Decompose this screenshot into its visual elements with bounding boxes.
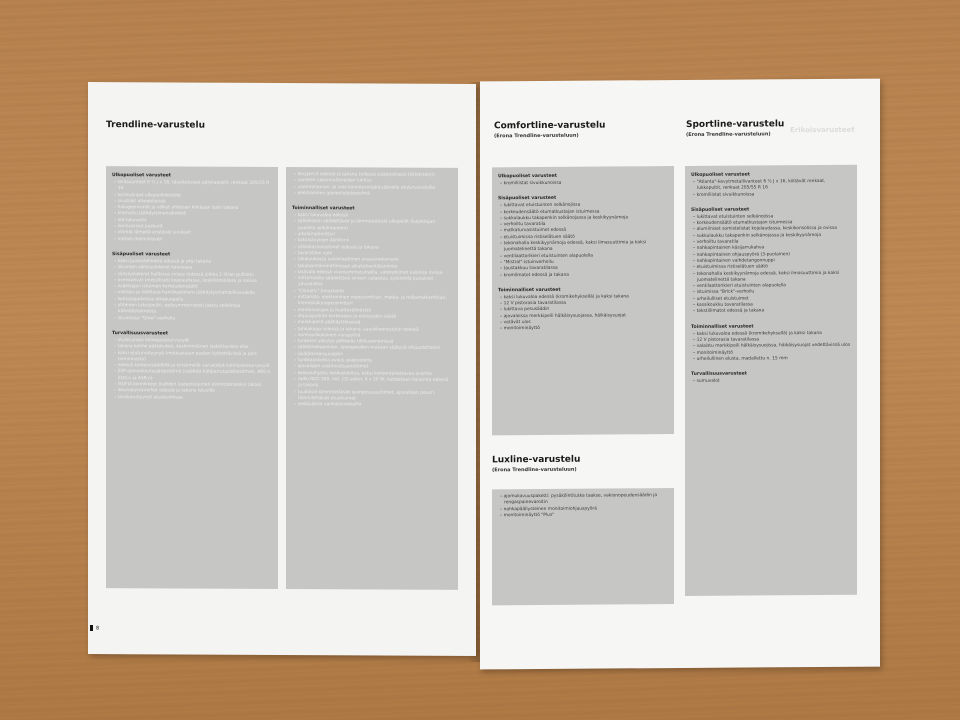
section-gap — [691, 314, 851, 322]
equipment-list — [691, 330, 851, 363]
equipment-item: – vihreät lämpöä eristävät sivulasit — [112, 230, 272, 237]
equipment-item: – levyjarrut edessä ja takana (edessä sisäpuolisesti jäähdytetyt) — [292, 172, 452, 179]
equipment-item: – monitoiminäyttö — [691, 349, 851, 356]
equipment-item: – ESP-ajonvakautusjärjestelmä (sisältää hätäjarrutustehostimen, ABS:n, EDS:n ja ASR:n) — [112, 370, 272, 383]
equipment-item: – takana kolme päätetukea, keskimmäinen laskettavissa alas — [112, 344, 272, 351]
equipment-list — [112, 180, 272, 244]
equipment-item: – ISOFIX-kiinnikkeet (kahden lastenistuimen kiinnittämiseksi takaa) — [112, 382, 272, 389]
section-gap — [691, 198, 851, 206]
equipment-item: – metalli-/helmiäisväri — [112, 237, 272, 244]
equipment-item: – kromilmatot edessä ja takana — [498, 272, 668, 279]
section-gap — [112, 322, 272, 330]
equipment-item: – verhoiltu tavaratila — [498, 221, 668, 228]
page-number-text: 8 — [96, 625, 100, 632]
equipment-item: – radio RCD 300, mit. CD-soitin, 4 x 20 W, kahdeksan kaiutinta edessä ja takana — [292, 377, 452, 390]
equipment-item: – nahkapäällysteinen monitoimiohjauspyörä — [498, 506, 668, 513]
equipment-item: – tekonahalla keskikyynärnoja edessä, kaksi ilmasuuttimia ja kaksi juomatelinettä takana — [691, 270, 851, 284]
equipment-item: – ajovaloissa merkkipeili hälkäisysuojassa, häikäisysuojat — [498, 313, 668, 320]
equipment-item: – ikkunaturvaverhot edessä ja takana istuville — [112, 388, 272, 395]
trendline-column-2 — [286, 167, 458, 590]
equipment-item: – kaksi lukuvaloa edessä (kromikehyksellä) ja kaksi takana — [691, 330, 851, 337]
equipment-item: – halogeenivalot ja välkyt yhteisen kirkkaan lasin takana — [112, 205, 272, 212]
equipment-item: – ajomukavuuspaketti: pysäköintitutka taakse, vakionopeudensäädin ja rengaspainevaroitin — [498, 493, 668, 507]
section-heading: Sisäpuoliset varusteet — [498, 196, 557, 202]
equipment-item: – teräsvanteet 6 ½ J x 16, täysikokoiset pölykapselit, renkaat 205/55 R 16 — [112, 180, 272, 193]
equipment-item: – kromattu jäähdyttimensäleikkö — [112, 212, 272, 219]
equipment-item: – sähköisesti säädettävät ja lämmitettävät ulkopeilit (kuljettajan puolella selkäntaneen) — [292, 220, 452, 233]
luxline-box — [492, 488, 674, 605]
luxline-title: Luxline-varustelu — [492, 454, 581, 466]
equipment-item: – säilytyslokerot hallkissa ovissa (edessä joihka 1 litran pullolle) — [112, 272, 272, 279]
equipment-item: – kohtalopaikoissa olkapuopalla — [112, 297, 272, 304]
equipment-item: – kaksisävyinen äänitorvi — [292, 238, 452, 245]
section-gap — [498, 278, 668, 286]
section-heading: Turvallisuusvarusteet — [691, 371, 747, 378]
section-gap — [292, 197, 452, 205]
equipment-item: – led-takavalot — [112, 218, 272, 225]
equipment-item: – mittaristolla säädettävä sinisen valaistus, kytkimillä punainen yövalaistus — [292, 276, 452, 289]
section-heading: Ulkopuoliset varusteet — [691, 172, 750, 178]
equipment-item: – tekstiilimatot edessä ja takana — [691, 308, 851, 315]
equipment-item: – kaksi lukuvaloa edessä — [292, 213, 452, 220]
equipment-item: – tunkkauskohta avaus sisäpuolelta — [292, 358, 452, 365]
equipment-item: – tavaratilan valo — [292, 251, 452, 258]
equipment-list — [498, 202, 668, 279]
equipment-list — [112, 259, 272, 323]
equipment-item: – lukittava pesusäädin — [498, 307, 668, 314]
comfortline-box — [492, 166, 674, 435]
page-title: Trendline-varustelu — [106, 120, 205, 131]
equipment-item: – sähkölasinnostimet edessä ja takana — [292, 245, 452, 252]
comfortline-title: Comfortline-varustelu — [494, 120, 606, 132]
equipment-list — [691, 179, 851, 199]
equipment-item: – istuinten säilytyslokerot kannessa — [112, 265, 272, 272]
equipment-item: – takaluukussa automaattinen avausmekanismi — [292, 257, 452, 264]
equipment-list — [498, 493, 668, 519]
equipment-item: – lukittavat etuistuinten selkänojissa — [498, 202, 668, 209]
equipment-item: – sähkömekaaninen, ajonopeuden mukaan säätyvä ohjaustehostin — [292, 345, 452, 352]
equipment-item: – istuimissa "Glow"-verhoilu — [112, 316, 272, 323]
left-page — [88, 82, 476, 656]
equipment-item: – "Mistral"-istuinverhoilu — [498, 259, 668, 266]
equipment-list — [498, 294, 668, 333]
equipment-item: – sisävalo edessä viivesammutuksella, valokytkimet kaikissa ovissa — [292, 270, 452, 277]
section-heading: Sisäpuoliset varusteet — [691, 207, 750, 213]
equipment-item: – korkeudensäätö etumatkustajan istuimessa — [498, 209, 668, 216]
equipment-item: – sisälämmönsuodatin — [292, 352, 452, 359]
equipment-item: – sukkulaukku takapenkin selkänojassa ja keskikyynärnoja — [498, 215, 668, 222]
equipment-item: – kromiliistat sivuikkunoissa — [498, 180, 668, 187]
equipment-item: – ventilaattorikieri etuistuinten alapuolella — [498, 253, 668, 260]
equipment-item: – korinväriset ulkopeilinkotelot — [112, 193, 272, 200]
equipment-item: – normaalikokoinen varapyörä — [292, 333, 452, 340]
equipment-item: – tekonahalla keskikyynärnoja edessä, kaksi ilmasuuttimia ja kaksi juomatelinettä takana — [498, 240, 668, 254]
sportline-subtitle: (Erona Trendline-varusteluun) — [686, 131, 771, 138]
section-heading: Toiminnalliset varusteet — [498, 287, 561, 294]
page-number-bar — [90, 625, 93, 631]
equipment-item: – tuhkakuppi edessä ja takana, savukkeensytytin edessä — [292, 327, 452, 334]
equipment-list — [691, 214, 851, 316]
equipment-item: – nahkapintainen ohjauspyörä (3-puolainen) — [691, 251, 851, 258]
equipment-item: – kuljettajan istuimen korkeudensäätö — [112, 284, 272, 291]
equipment-item: – ventilaattorikieri etuistuinten alapuolella — [691, 283, 851, 290]
section-heading: Toiminnalliset varusteet — [292, 206, 355, 212]
equipment-item: – takalasinlämmittimessä aikakytkentätoiminto — [292, 264, 452, 271]
equipment-item: – vammanoman- ja valo kiinnitysmäärä jäänelle etuturvavaloille — [292, 185, 452, 192]
equipment-item: – nahkapintainen vaihdetangonnuppi — [691, 258, 851, 265]
equipment-item: – ulkolämpömittari — [292, 232, 452, 239]
equipment-list — [691, 378, 851, 385]
sportline-title: Sportline-varustelu — [686, 119, 785, 130]
equipment-list — [292, 213, 452, 409]
equipment-item: – valaistu ja lukittava hansikaslokero jäähdytysmahdollisuudella — [112, 291, 272, 298]
equipment-item: – "Atlanta"-kevytmetallivanteet 6 ½ J x 16, kiiltävät renkaat, lukkopultit, renkaat 205/55 R 16 — [691, 179, 851, 193]
equipment-item: – sivutilkit ulkopeileissä — [112, 199, 272, 206]
equipment-item: – sumuvalot — [691, 378, 851, 385]
equipment-item: – merkkipeilit pääkäyttöisessä — [292, 320, 452, 327]
equipment-item: – lukittavat etuistuinten selkänojissa — [691, 214, 851, 221]
equipment-item: – kaksi lukuvaloa edessä (kromikehyksellä) ja kaksi takana — [498, 294, 668, 301]
equipment-item: – sukkulaukku takapenkin selkänojassa ja keskikyynärnoja — [691, 233, 851, 240]
section-gap — [498, 186, 668, 194]
equipment-item: – sivuturvatyynyt etuistuimissa — [112, 395, 272, 402]
section-gap — [112, 243, 272, 251]
section-heading: Turvallisuusvarusteet — [112, 331, 168, 337]
ghost-heading: Erikoisvarusteet — [790, 125, 855, 135]
equipment-item: – korkeudensäätö etumatkustajan istuimessa — [691, 220, 851, 227]
equipment-item: – kaksi juomatelinettä edessä ja yksi takana — [112, 259, 272, 266]
equipment-item: – edessä korkeussäädöllä ja kiristimellä varustetut kolmipisteturvavyöt — [112, 363, 272, 370]
equipment-item: – istuimissa "Brick"-verhoilu — [691, 289, 851, 296]
equipment-item: – kaksi etuturvatyynyä (matkustajan puolen kytkettävissä ja pois toiminnasta) — [112, 351, 272, 364]
equipment-item: – etuistuimissa ristiselätuen säätö — [691, 264, 851, 271]
equipment-item: – ohjauspyörän korkeuden ja etäisyyden säätö — [292, 314, 452, 321]
equipment-item: – tuulilasin lämmitettävät lasinpesusuuttimet, ajovalojen pesuri, lämmitettävät etuistuimet — [292, 390, 452, 403]
equipment-list — [112, 338, 272, 402]
section-heading: Ulkopuoliset varusteet — [498, 173, 557, 180]
equipment-item: – keskusohjattu keskuslukitus, kaksi kokoontaitettavaa avainta — [292, 371, 452, 378]
equipment-item: – vanteen lukkomuttereiden lukitus — [292, 178, 452, 185]
equipment-item: – kassikoukku tavaratilassa — [691, 302, 851, 309]
equipment-item: – matkaturvasistuimet edessä — [498, 228, 668, 235]
equipment-item: – yhteinen takaspeilki, epäsymmetrisesti jaettu selkänoja kääntöistuimesta — [112, 303, 272, 316]
equipment-item: – ovenkahvat (metalliset) kojelaudassa, keskikonsolissa ja ovissa — [112, 278, 272, 285]
equipment-item: – nahkapintainen käsijarrukahva — [691, 245, 851, 252]
section-heading: Ulkopuoliset varusteet — [112, 173, 171, 179]
equipment-item: – korinväriset puskurit — [112, 224, 272, 231]
equipment-item: – verhoiltu tavaratila — [691, 239, 851, 246]
trendline-column-1 — [106, 166, 278, 589]
equipment-item: – monitoiminäyttö "Plus" — [498, 512, 668, 519]
equipment-item: – etuistuimissa ristiselätuen säätö — [498, 234, 668, 241]
equipment-item: – etuistuinten kolmipisteturvavyöt — [112, 338, 272, 345]
equipment-item: – kromiliistat sivuikkunoissa — [691, 191, 851, 198]
equipment-item: – 12 V pistorasia tavaratilassa — [498, 300, 668, 307]
equipment-item: – mittaristo: elektroninen nopeusmittari, matka- ja nollamatkamittari, kierroslukunopeusmittari — [292, 295, 452, 308]
luxline-subtitle: (Erona Trendline-varusteluun) — [492, 466, 577, 474]
equipment-item: – 12 V pistorasia tavaratilassa — [691, 337, 851, 344]
equipment-list — [292, 172, 452, 198]
equipment-item: – alumiiniset somistelistat kojelaudassa, keskikonsolissa ja ovissa — [691, 226, 851, 233]
equipment-item: – merkkivalojen ja huoltovälinäyttö — [292, 308, 452, 315]
section-heading: Sisäpuoliset varusteet — [112, 252, 171, 258]
equipment-item: – ajovalojen vastinvastaanottimet — [292, 364, 452, 371]
comfortline-subtitle: (Erona Trendline-varusteluun) — [494, 132, 579, 140]
equipment-item: – monitoiminäyttö — [498, 325, 668, 332]
equipment-item: – "Climatic"-ilmastointi — [292, 289, 452, 296]
equipment-item: – vesikuljetin vanhatarvikkeilla — [292, 402, 452, 409]
equipment-item: – tunkkien säilytys pöhkeläs tilkkuseinämissä — [292, 339, 452, 346]
equipment-item: – valaistu merkkipeili hälkäisysuojissa, häikäisysuojat vedettävissä ulos — [691, 343, 851, 350]
section-gap — [691, 362, 851, 370]
equipment-item: – urheilulliset etuistuimet — [691, 296, 851, 303]
right-page — [480, 79, 880, 670]
equipment-item: – elektroninen ajonestojärjestelmä — [292, 191, 452, 198]
equipment-item: – urheilullinen alusta, madallettu n. 15 mm — [691, 356, 851, 363]
page-number — [90, 625, 99, 632]
section-heading: Toiminnalliset varusteet — [691, 324, 754, 330]
equipment-item: – vetävät ulos — [498, 319, 668, 326]
equipment-item: – taustakkuu tavaratilassa — [498, 265, 668, 272]
sportline-box — [685, 165, 857, 596]
